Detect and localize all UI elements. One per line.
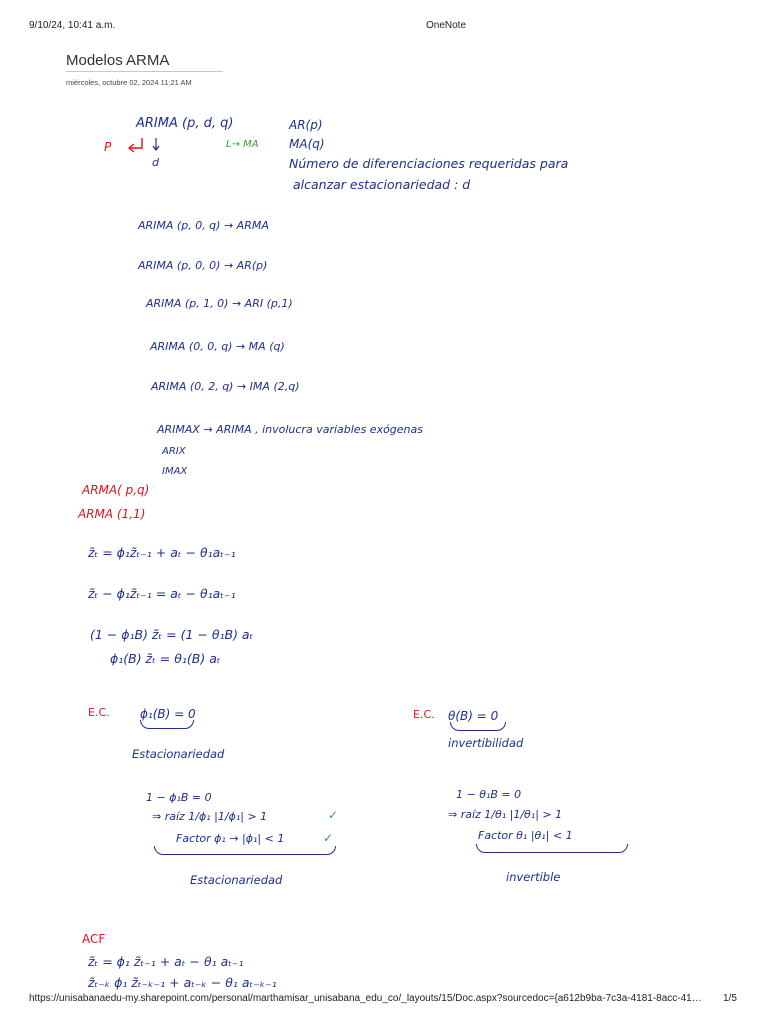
brace-left-small [140, 720, 194, 729]
ec-right-equation: θ(B) = 0 [448, 709, 499, 723]
equation-2: z̃ₜ − ϕ₁z̃ₜ₋₁ = aₜ − θ₁aₜ₋₁ [88, 586, 236, 601]
ar-p: AR(p) [289, 118, 323, 132]
ec-left-equation: ϕ₁(B) = 0 [140, 707, 196, 721]
armax-note: ARIMAX → ARIMA , involucra variables exógenas [157, 423, 423, 436]
left-line-2: ⇒ raíz 1/ϕ₁ |1/ϕ₁| > 1 [152, 810, 268, 823]
ec-left-label: E.C. [88, 706, 110, 719]
relation-4: ARIMA (0, 0, q) → MA (q) [150, 340, 285, 353]
relation-1: ARIMA (p, 0, q) → ARMA [138, 219, 269, 232]
app-name: OneNote [426, 20, 467, 31]
check-icon: ✓ [328, 808, 339, 822]
imax-note: IMAX [162, 466, 188, 477]
equation-3: (1 − ϕ₁B) z̃ₜ = (1 − θ₁B) aₜ [90, 627, 254, 642]
page-datetime: miércoles, octubre 02, 2024 11:21 AM [66, 78, 192, 87]
right-line-2: ⇒ raíz 1/θ₁ |1/θ₁| > 1 [448, 808, 563, 821]
arma-pq-heading: ARMA( p,q) [82, 483, 150, 497]
acf-equation-2: z̃ₜ₋ₖ ϕ₁ z̃ₜ₋ₖ₋₁ + aₜ₋ₖ − θ₁ aₜ₋ₖ₋₁ [88, 975, 277, 990]
brace-left-large [154, 846, 336, 855]
estacionariedad-label: Estacionariedad [132, 747, 225, 761]
print-timestamp: 9/10/24, 10:41 a.m. [29, 20, 116, 31]
title-divider [66, 71, 223, 72]
ma-q: MA(q) [289, 137, 325, 151]
brace-right-small [450, 722, 506, 731]
relation-2: ARIMA (p, 0, 0) → AR(p) [138, 259, 268, 272]
invertible-label: invertible [506, 870, 561, 884]
left-line-3: Factor ϕ₁ → |ϕ₁| < 1 [176, 832, 285, 845]
check-icon: ✓ [323, 831, 334, 845]
right-line-1: 1 − θ₁B = 0 [456, 788, 522, 801]
left-line-1: 1 − ϕ₁B = 0 [146, 791, 212, 804]
p-mark: P [104, 140, 112, 154]
equation-1: z̃ₜ = ϕ₁z̃ₜ₋₁ + aₜ − θ₁aₜ₋₁ [88, 545, 236, 560]
arrow-markers [126, 134, 160, 156]
estacionariedad-label-2: Estacionariedad [190, 873, 283, 887]
ec-right-label: E.C. [413, 708, 435, 721]
d-mark: d [152, 156, 159, 169]
brace-right-large [476, 844, 628, 853]
arma-11-heading: ARMA (1,1) [78, 507, 146, 521]
relation-5: ARIMA (0, 2, q) → IMA (2,q) [151, 380, 300, 393]
arix-note: ARIX [162, 446, 186, 457]
ma-mark: L→ MA [226, 139, 259, 150]
diff-line1: Número de diferenciaciones requeridas para [289, 156, 569, 171]
right-line-3: Factor θ₁ |θ₁| < 1 [478, 829, 573, 842]
arima-pdq: ARIMA (p, d, q) [136, 116, 234, 131]
print-url: https://unisabanaedu-my.sharepoint.com/personal/marthamisar_unisabana_edu_co/_layouts/15/Doc.aspx?sourcedoc={a612b9ba-7c3a-4181-8acc-41… [29, 993, 702, 1004]
invertibilidad-label: invertibilidad [448, 736, 524, 750]
page-title: Modelos ARMA [66, 52, 170, 69]
equation-4: ϕ₁(B) z̃ₜ = θ₁(B) aₜ [110, 651, 221, 666]
page-number: 1/5 [723, 993, 737, 1004]
relation-3: ARIMA (p, 1, 0) → ARI (p,1) [146, 297, 293, 310]
acf-heading: ACF [82, 932, 106, 946]
acf-equation-1: z̃ₜ = ϕ₁ z̃ₜ₋₁ + aₜ − θ₁ aₜ₋₁ [88, 954, 244, 969]
diff-line2: alcanzar estacionariedad : d [293, 177, 471, 192]
